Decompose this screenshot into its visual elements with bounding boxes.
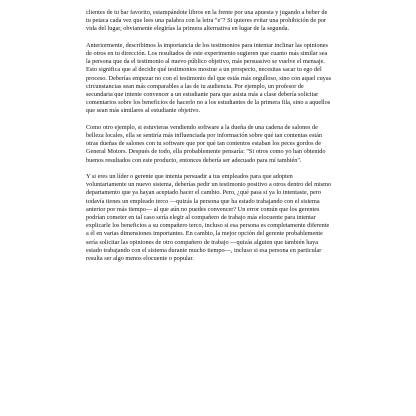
paragraph-1: clientes de tu bar favorito, estampándote libros en la frente por una apuesta y jugando a beber de tu petaca cada vez que lees una palabra con la letra "e"? Si quieres evitar una prohibición de por vida del lugar, obviamente elegirías la primera alternativa en lugar de la segunda.: [86, 9, 328, 33]
paragraph-3: Como otro ejemplo, si estuvieras vendiendo software a la dueña de una cadena de salones de belleza locales, ella se sentiría más influenciada por información sobre qué tan contentas están otras dueñas de salones con tu software que por qué tan contentos estaban los peces gordos de General Motors. Después de todo, ella probablemente pensaría: "Si otros como yo han obtenido buenos resultados con este producto, entonces debería ser adecuado para mí también".: [86, 123, 326, 164]
paragraph-2: Anteriormente, describimos la importancia de los testimonios para intentar inclinar las opiniones de otros en tu dirección. Los resultados de este experimento sugieren que cuanto más similar sea la persona que da el testimonio al nuevo público objetivo, más persuasivo se vuelve el mensaje. Esto significa que al decidir qué testimonios mostrar a un prospecto, necesitas sacar tu ego del proceso. Deberías empezar no con el testimonio del que estás más orgulloso, sino con aquel cuyas circunstancias sean más comparables a las de tu audiencia. Por ejemplo, un profesor de secundaria que intente convencer a un estudiante para que asista más a clase debería solicitar comentarios sobre los beneficios de hacerlo no a los estudiantes de la primera fila, sino a aquellos que sean más similares al estudiante objetivo.: [86, 41, 332, 115]
paragraph-4: Y si eres un líder o gerente que intenta persuadir a tus empleados para que adopten voluntariamente un nuevo sistema, deberías pedir un testimonio positivo a otros dentro del mismo departamento que ya hayan aceptado hacer el cambio. Pero, ¿qué pasa si ya lo intentaste, pero todavía tienes un empleado terco —quizás la persona que ha estado trabajando con el sistema anterior por más tiempo— al que aún no puedes convencer? Un error común que los gerentes podrían cometer en tal caso sería elegir al compañero de trabajo más elocuente para intentar explicarle los beneficios a su compañero terco, incluso si esa persona es completamente diferente a él en varias dimensiones importantes. En cambio, la mejor opción del gerente probablemente sería solicitar las opiniones de otro compañero de trabajo —quizás alguien que también haya estado trabajando con el sistema durante mucho tiempo—, incluso si esa persona en particular resulta ser algo menos elocuente o popular.: [86, 173, 332, 263]
document-body: [86, 9, 332, 271]
